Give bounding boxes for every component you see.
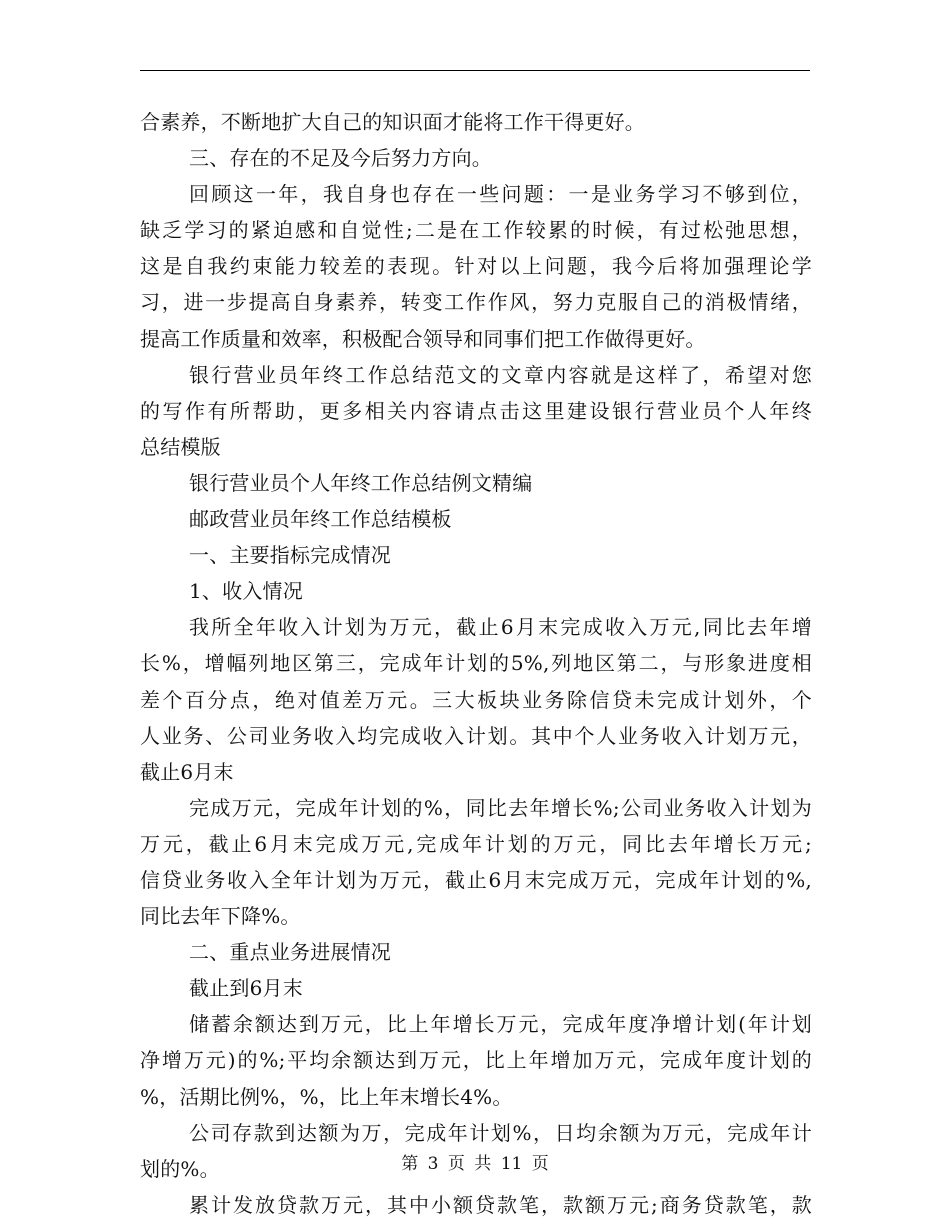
text-line: 累计发放贷款万元，其中小额贷款笔，款额万元;商务贷款笔，款 bbox=[189, 1192, 812, 1217]
text-line: 缺乏学习的紧迫感和自觉性;二是在工作较累的时候，有过松弛思想， bbox=[140, 218, 812, 243]
text-line: 截止6月末 bbox=[140, 759, 234, 784]
text-line: 习，进一步提高自身素养，转变工作作风，努力克服自己的消极情绪， bbox=[140, 290, 812, 315]
text-line: 的写作有所帮助，更多相关内容请点击这里建设银行营业员个人年终 bbox=[140, 398, 812, 423]
text-line: 提高工作质量和效率，积极配合领导和同事们把工作做得更好。 bbox=[140, 326, 706, 351]
text-line: 1、收入情况 bbox=[189, 579, 303, 604]
text-line: 总结模版 bbox=[140, 434, 221, 459]
text-line: 完成万元，完成年计划的%，同比去年增长%;公司业务收入计划为 bbox=[189, 795, 812, 820]
text-line: 回顾这一年，我自身也存在一些问题：一是业务学习不够到位， bbox=[189, 182, 812, 207]
text-line: 人业务、公司业务收入均完成收入计划。其中个人业务收入计划万元， bbox=[140, 723, 812, 748]
body-text bbox=[140, 104, 812, 1223]
text-line: 长%，增幅列地区第三，完成年计划的5%,列地区第二，与形象进度相 bbox=[140, 651, 812, 676]
header-rule bbox=[140, 70, 810, 71]
text-line: 截止到6月末 bbox=[189, 976, 303, 1001]
text-line: 邮政营业员年终工作总结模板 bbox=[189, 507, 452, 532]
text-line: 二、重点业务进展情况 bbox=[189, 940, 391, 965]
text-line: 公司存款到达额为万，完成年计划%，日均余额为万元，完成年计 bbox=[189, 1120, 812, 1145]
text-line: 这是自我约束能力较差的表现。针对以上问题，我今后将加强理论学 bbox=[140, 254, 812, 279]
text-line: %，活期比例%，%，比上年末增长4%。 bbox=[140, 1084, 513, 1109]
text-line: 银行营业员个人年终工作总结例文精编 bbox=[189, 470, 533, 495]
text-line: 万元，截止6月末完成万元,完成年计划的万元，同比去年增长万元; bbox=[140, 831, 812, 856]
text-line: 银行营业员年终工作总结范文的文章内容就是这样了，希望对您 bbox=[189, 362, 812, 387]
text-line: 储蓄余额达到万元，比上年增长万元，完成年度净增计划(年计划 bbox=[189, 1012, 812, 1037]
text-line: 同比去年下降%。 bbox=[140, 904, 301, 929]
text-line: 净增万元)的%;平均余额达到万元，比上年增加万元，完成年度计划的 bbox=[140, 1048, 812, 1073]
text-line: 划的%。 bbox=[140, 1156, 220, 1181]
text-line: 三、存在的不足及今后努力方向。 bbox=[189, 146, 492, 171]
text-line: 一、主要指标完成情况 bbox=[189, 543, 391, 568]
text-line: 差个百分点，绝对值差万元。三大板块业务除信贷未完成计划外，个 bbox=[140, 687, 812, 712]
page-footer: 第 3 页 共 11 页 bbox=[401, 1154, 549, 1174]
text-line: 信贷业务收入全年计划为万元，截止6月末完成万元，完成年计划的%, bbox=[140, 867, 812, 892]
text-line: 我所全年收入计划为万元，截止6月末完成收入万元,同比去年增 bbox=[189, 615, 812, 640]
text-line: 合素养，不断地扩大自己的知识面才能将工作干得更好。 bbox=[140, 110, 645, 134]
